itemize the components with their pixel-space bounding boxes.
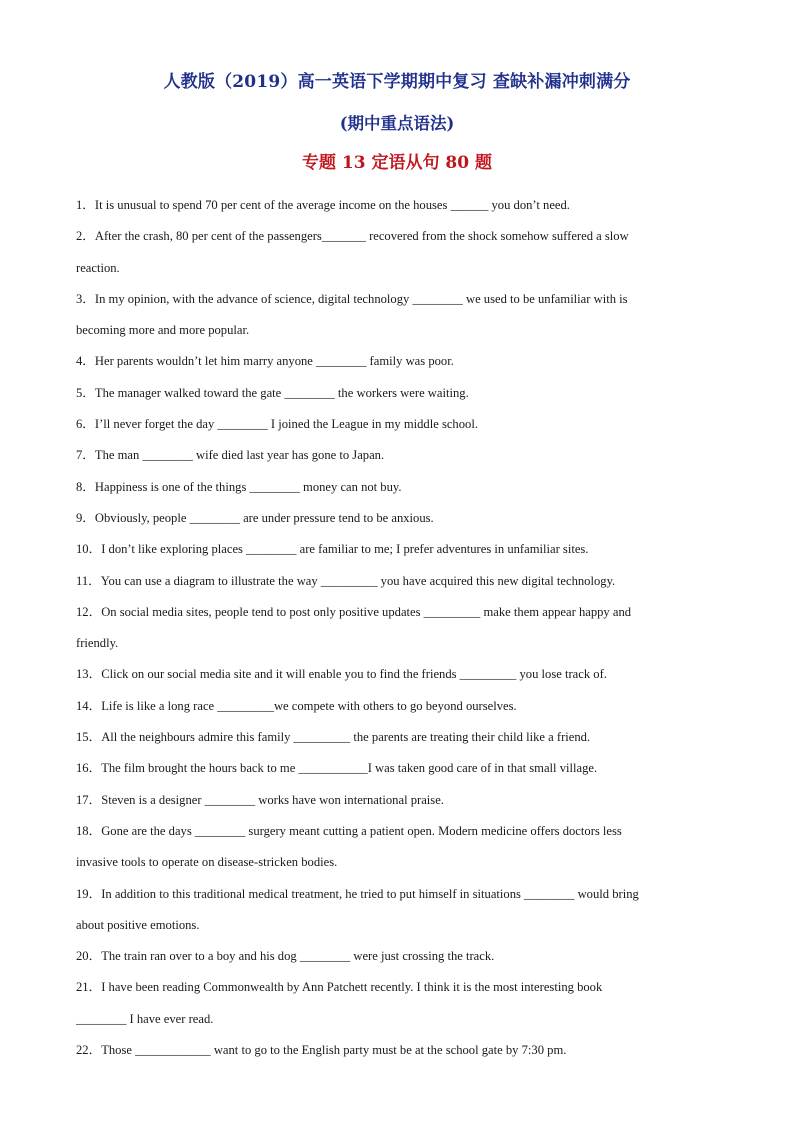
question-line: 19．In addition to this traditional medical treatment, he tried to put himself in situations ________ would bring (76, 886, 639, 901)
question-line: friendly. (76, 636, 119, 651)
document-subtitle: (期中重点语法) (339, 114, 455, 133)
question-line: 18．Gone are the days ________ surgery meant cutting a patient open. Modern medicine offers doctors less (76, 823, 622, 838)
question-line: 17．Steven is a designer ________ works have won international praise. (76, 792, 444, 807)
topic-heading: 专题 13 定语从句 80 题 (302, 153, 492, 173)
question-line: 13．Click on our social media site and it will enable you to find the friends _________ you lose track of. (76, 667, 607, 682)
question-line: 14．Life is like a long race _________we compete with others to go beyond ourselves. (76, 698, 517, 713)
question-line: 5．The manager walked toward the gate ________ the workers were waiting. (76, 385, 469, 400)
question-line: invasive tools to operate on disease-stricken bodies. (76, 855, 338, 870)
question-line: 10．I don’t like exploring places ________ are familiar to me; I prefer adventures in unfamiliar sites. (76, 542, 589, 557)
question-list (76, 190, 716, 1066)
question-line: 2．After the crash, 80 per cent of the passengers_______ recovered from the shock somehow suffered a slow (76, 229, 629, 244)
document-title: 人教版（2019）高一英语下学期期中复习 查缺补漏冲刺满分 (163, 72, 631, 92)
question-line: 22．Those ____________ want to go to the English party must be at the school gate by 7:30 pm. (76, 1043, 567, 1058)
question-line: reaction. (76, 260, 120, 275)
question-line: ________ I have ever read. (76, 1011, 214, 1026)
question-line: 20．The train ran over to a boy and his dog ________ were just crossing the track. (76, 949, 495, 964)
question-line: 7．The man ________ wife died last year has gone to Japan. (76, 448, 385, 463)
question-line: 1．It is unusual to spend 70 per cent of the average income on the houses ______ you don’t need. (76, 198, 570, 212)
question-line: 11．You can use a diagram to illustrate the way _________ you have acquired this new digital technology. (76, 573, 616, 588)
question-line: 21．I have been reading Commonwealth by Ann Patchett recently. I think it is the most interesting book (76, 980, 603, 995)
question-line: about positive emotions. (76, 917, 200, 932)
question-line: 8．Happiness is one of the things ________ money can not buy. (76, 479, 402, 494)
question-line: 16．The film brought the hours back to me ___________I was taken good care of in that small village. (76, 761, 598, 776)
question-line: 6．I’ll never forget the day ________ I joined the League in my middle school. (76, 417, 478, 432)
question-line: 9．Obviously, people ________ are under pressure tend to be anxious. (76, 510, 434, 525)
question-line: 3．In my opinion, with the advance of science, digital technology ________ we used to be unfamiliar with is (76, 291, 628, 306)
question-line: 15．All the neighbours admire this family _________ the parents are treating their child like a friend. (76, 730, 591, 745)
question-line: becoming more and more popular. (76, 323, 250, 338)
question-line: 4．Her parents wouldn’t let him marry anyone ________ family was poor. (76, 354, 454, 369)
question-line: 12．On social media sites, people tend to post only positive updates _________ make them appear happy and (76, 604, 632, 619)
